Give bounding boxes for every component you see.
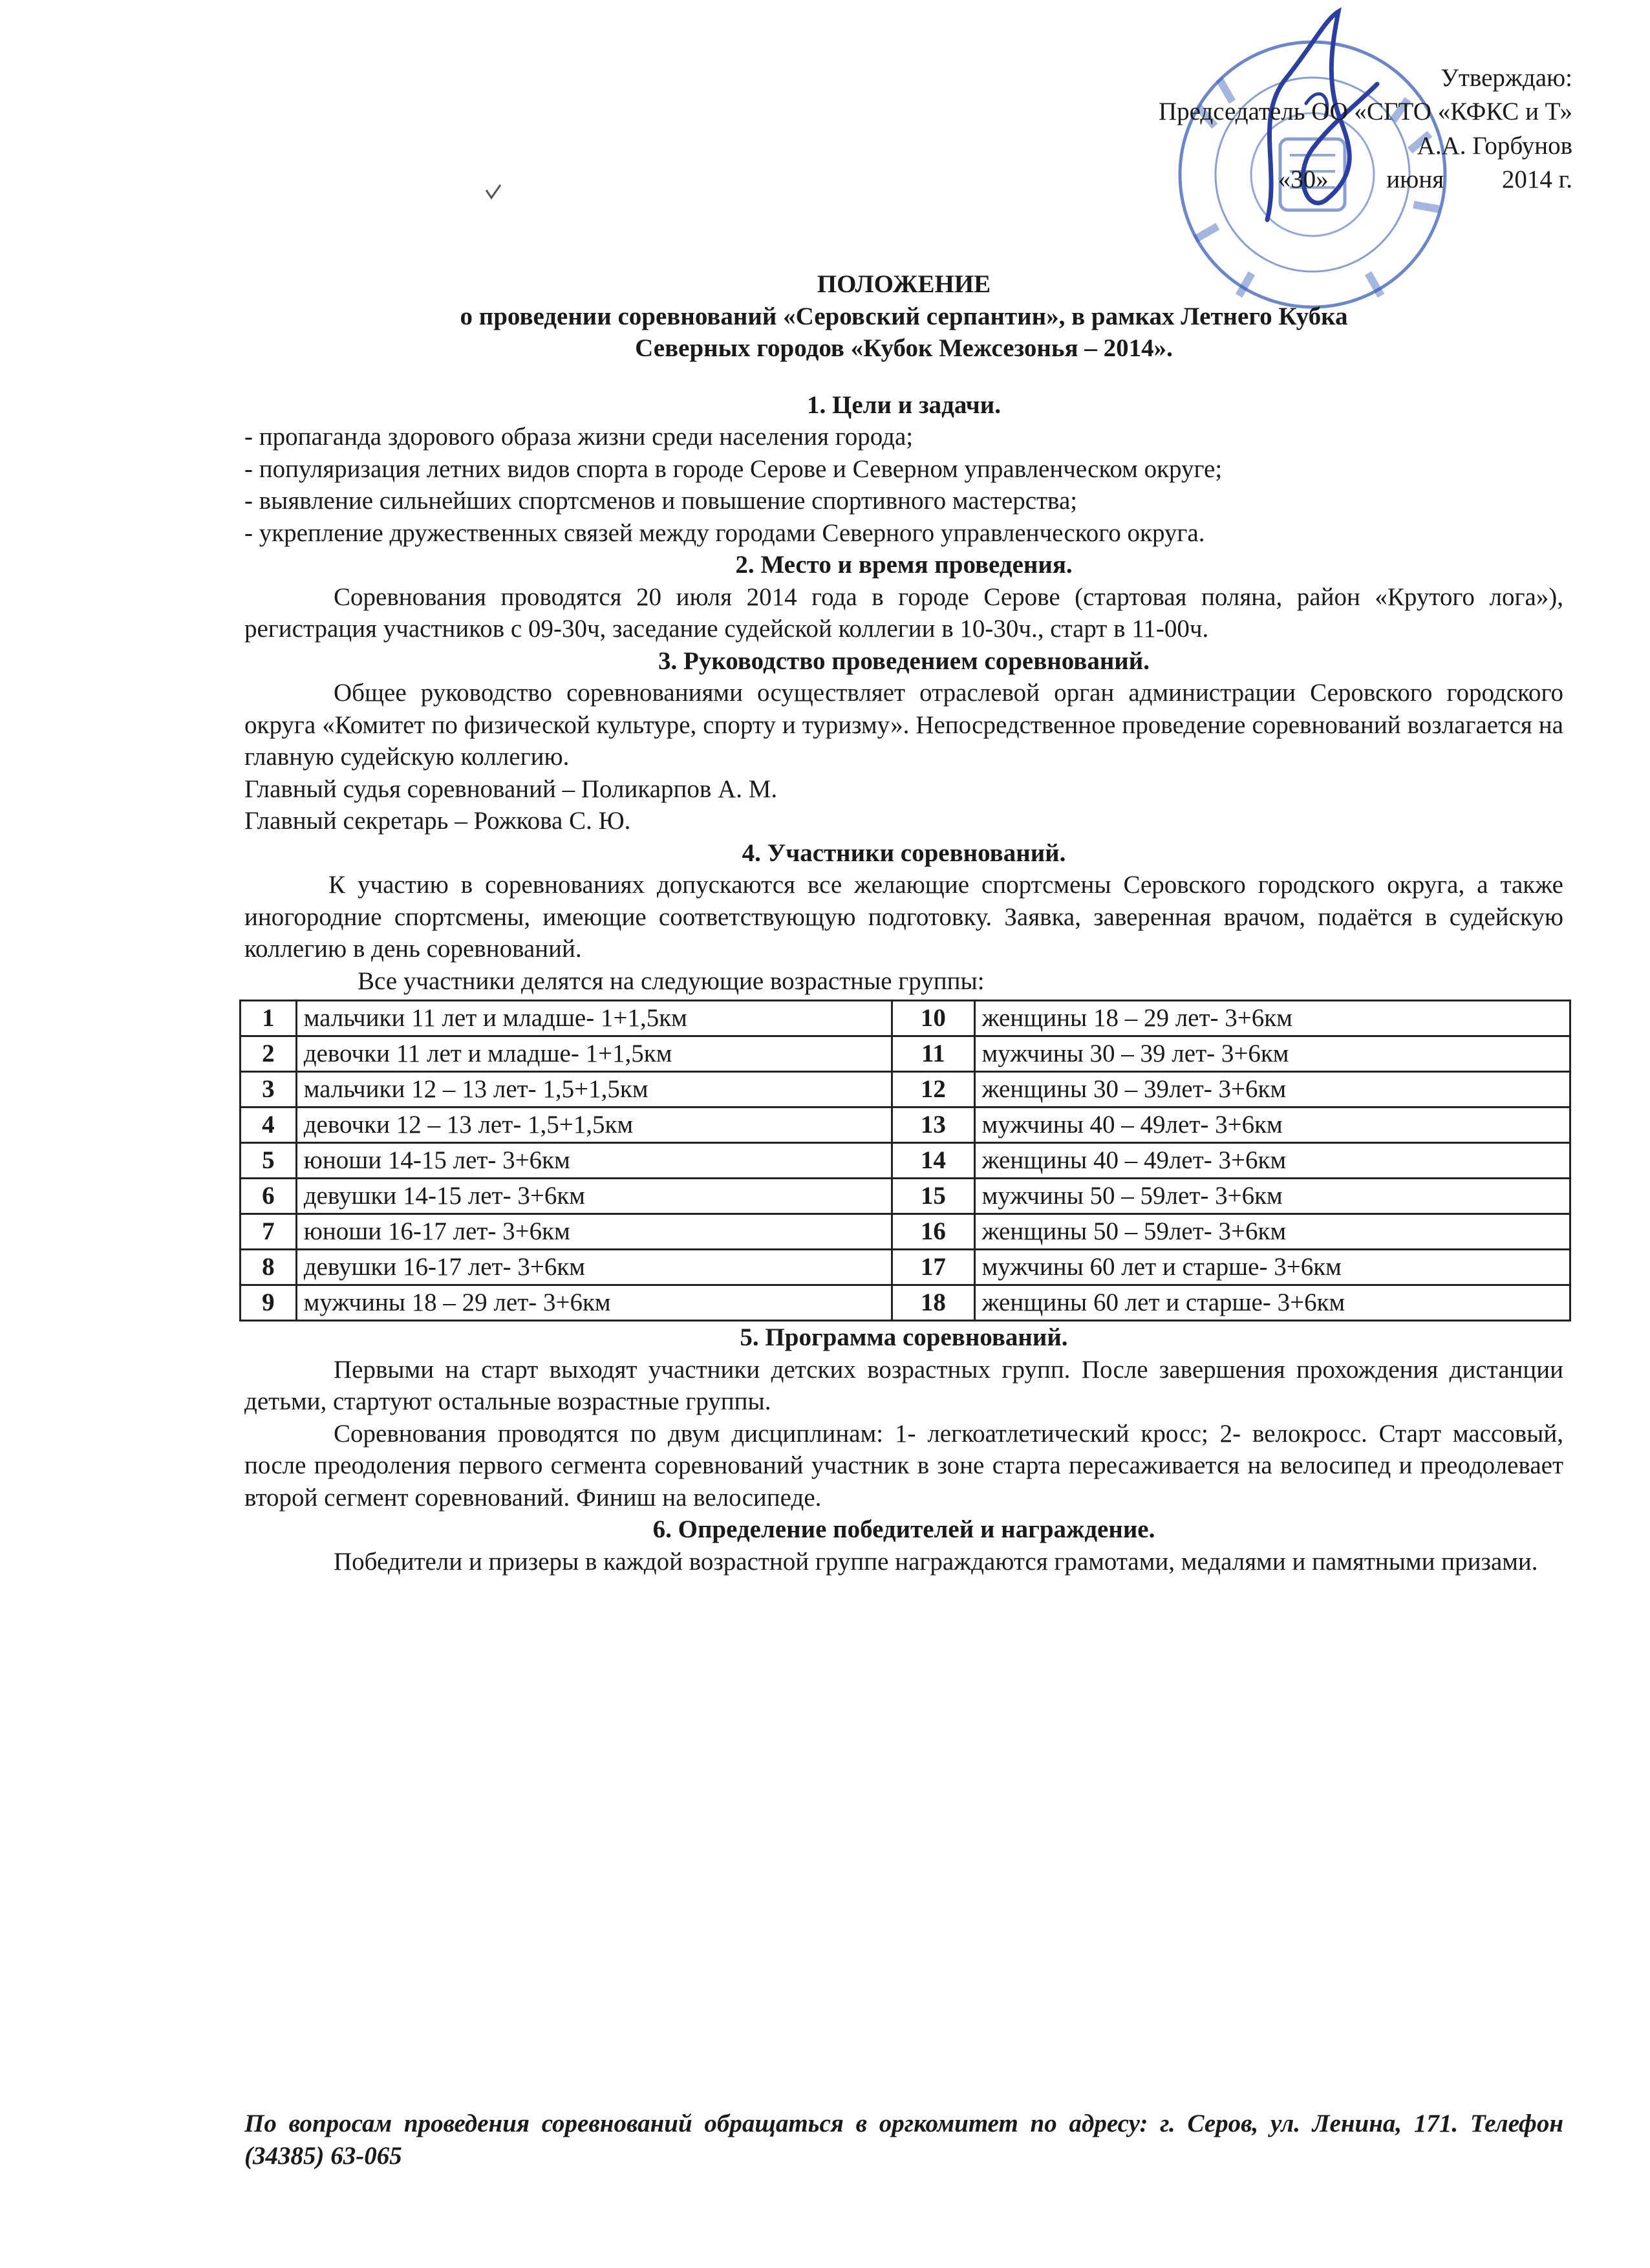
group-number: 10	[892, 1001, 975, 1036]
section-4-text: К участию в соревнованиях допускаются все желающие спортсмены Серовского городского округа, а также иногородние спортсмены, имеющие соответствующую подготовку. Заявка, заверенная врачом, подаётся в судейскую коллегию в день соревнований.	[244, 871, 1563, 963]
approval-year: 2014 г.	[1501, 165, 1572, 193]
section-2-heading: 2. Место и время проведения.	[735, 551, 1073, 579]
approval-day: 30	[1291, 165, 1316, 193]
document-title	[244, 268, 1563, 365]
group-number: 15	[892, 1179, 975, 1214]
group-description: женщины 18 – 29 лет- 3+6км	[974, 1001, 1570, 1036]
document-body	[244, 268, 1563, 1578]
group-number: 7	[241, 1214, 297, 1250]
approver-name: А.А. Горбунов	[1417, 131, 1572, 160]
group-number: 18	[892, 1285, 975, 1321]
table-row	[241, 1179, 1570, 1214]
table-row	[241, 1214, 1570, 1250]
section-5-paragraph-1: Первыми на старт выходят участники детских возрастных групп. После завершения прохождения дистанции детьми, стартуют остальные возрастные группы.	[244, 1355, 1563, 1416]
approver-position: Председатель ОО «СГТО «КФКС и Т»	[1158, 98, 1572, 126]
age-groups-table	[239, 1000, 1571, 1321]
section-2-text: Соревнования проводятся 20 июля 2014 года в городе Серове (стартовая поляна, район «Крутого лога»), регистрация участников с 09-30ч, заседание судейской коллегии в 10-30ч., старт в 11-00ч.	[244, 583, 1563, 643]
group-number: 13	[892, 1107, 975, 1143]
goal-item-4: - укрепление дружественных связей между городами Северного управленческого округа.	[244, 519, 1205, 547]
table-row	[241, 1107, 1570, 1143]
table-row	[241, 1143, 1570, 1179]
group-description: мальчики 12 – 13 лет- 1,5+1,5км	[296, 1072, 892, 1107]
group-number: 11	[892, 1036, 975, 1072]
group-number: 17	[892, 1250, 975, 1285]
group-description: девушки 16-17 лет- 3+6км	[296, 1250, 892, 1285]
group-description: мужчины 40 – 49лет- 3+6км	[974, 1107, 1570, 1143]
approval-caption: Утверждаю:	[1441, 64, 1572, 92]
section-5-heading: 5. Программа соревнований.	[740, 1323, 1068, 1352]
group-number: 9	[241, 1285, 297, 1321]
section-3-text: Общее руководство соревнованиями осуществляет отраслевой орган администрации Серовского городского округа «Комитет по физической культуре, спорту и туризму». Непосредственное проведение соревнований возлагается на главную судейскую коллегию.	[244, 679, 1563, 771]
contacts-note: По вопросам проведения соревнований обращаться в оргкомитет по адресу: г. Серов, ул. Ленина, 171. Телефон (34385) 63-065	[244, 2110, 1563, 2170]
groups-intro: Все участники делятся на следующие возрастные группы:	[358, 967, 985, 995]
approval-month: июня	[1386, 165, 1444, 193]
group-description: мальчики 11 лет и младше- 1+1,5км	[296, 1001, 892, 1036]
table-row	[241, 1072, 1570, 1107]
group-number: 1	[241, 1001, 297, 1036]
section-1-heading: 1. Цели и задачи.	[806, 390, 1002, 419]
table-row	[241, 1285, 1570, 1321]
group-description: женщины 30 – 39лет- 3+6км	[974, 1072, 1570, 1107]
title-line-1: ПОЛОЖЕНИЕ	[817, 270, 991, 298]
table-row	[241, 1250, 1570, 1285]
group-number: 5	[241, 1143, 297, 1179]
group-description: мужчины 30 – 39 лет- 3+6км	[974, 1036, 1570, 1072]
table-row	[241, 1036, 1570, 1072]
group-description: женщины 40 – 49лет- 3+6км	[974, 1143, 1570, 1179]
group-description: женщины 50 – 59лет- 3+6км	[974, 1214, 1570, 1250]
section-6-heading: 6. Определение победителей и награждение.	[652, 1515, 1155, 1544]
group-description: юноши 16-17 лет- 3+6км	[296, 1214, 892, 1250]
group-number: 8	[241, 1250, 297, 1285]
goal-item-2: - популяризация летних видов спорта в городе Серове и Северном управленческом округе;	[244, 455, 1223, 483]
title-line-3: Северных городов «Кубок Межсезонья – 2014».	[635, 334, 1173, 363]
approval-block	[1159, 61, 1572, 197]
group-number: 3	[241, 1072, 297, 1107]
group-number: 6	[241, 1179, 297, 1214]
approval-date: «30» июня 2014 г.	[1278, 165, 1572, 193]
section-6-text: Победители и призеры в каждой возрастной группе награждаются грамотами, медалями и памятными призами.	[334, 1547, 1538, 1576]
group-number: 2	[241, 1036, 297, 1072]
group-description: мужчины 60 лет и старше- 3+6км	[974, 1250, 1570, 1285]
group-description: девочки 12 – 13 лет- 1,5+1,5км	[296, 1107, 892, 1143]
group-number: 4	[241, 1107, 297, 1143]
goal-item-3: - выявление сильнейших спортсменов и повышение спортивного мастерства;	[244, 487, 1078, 515]
group-description: женщины 60 лет и старше- 3+6км	[974, 1285, 1570, 1321]
group-number: 12	[892, 1072, 975, 1107]
group-number: 14	[892, 1143, 975, 1179]
title-line-2: о проведении соревнований «Серовский серпантин», в рамках Летнего Кубка	[460, 302, 1348, 330]
chief-judge: Главный судья соревнований – Поликарпов А. М.	[244, 775, 778, 803]
section-4-heading: 4. Участники соревнований.	[742, 839, 1066, 867]
section-5-paragraph-2: Соревнования проводятся по двум дисциплинам: 1- легкоатлетический кросс; 2- велокросс. Старт массовый, после преодоления первого сегмента соревнований участник в зоне старта пересаживается на велосипед и преодолевает второй сегмент соревнований. Финиш на велосипеде.	[244, 1419, 1563, 1512]
group-description: девушки 14-15 лет- 3+6км	[296, 1179, 892, 1214]
chief-secretary: Главный секретарь – Рожкова С. Ю.	[244, 807, 631, 835]
group-description: мужчины 18 – 29 лет- 3+6км	[296, 1285, 892, 1321]
goal-item-1: - пропаганда здорового образа жизни среди населения города;	[244, 423, 914, 451]
group-description: юноши 14-15 лет- 3+6км	[296, 1143, 892, 1179]
section-3-heading: 3. Руководство проведением соревнований.	[658, 647, 1150, 675]
group-description: мужчины 50 – 59лет- 3+6км	[974, 1179, 1570, 1214]
tick-mark	[484, 182, 503, 202]
group-number: 16	[892, 1214, 975, 1250]
table-row	[241, 1001, 1570, 1036]
group-description: девочки 11 лет и младше- 1+1,5км	[296, 1036, 892, 1072]
